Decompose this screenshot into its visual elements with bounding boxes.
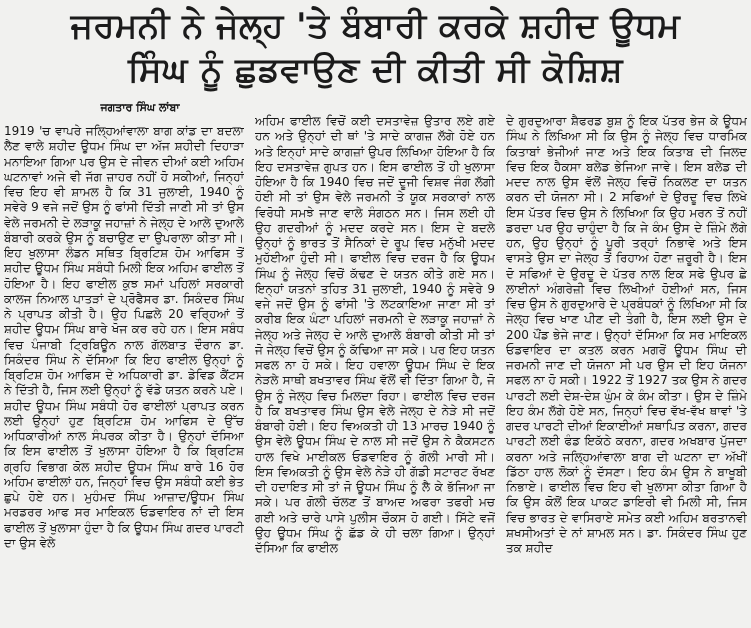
column-3-text: ਦੇ ਗੁਰਦੁਆਰਾ ਸ਼ੈਫਰਡ ਬੁਸ਼ ਨੂੰ ਇਕ ਪੱਤਰ ਭੇਜ ਕੇ ਊਧਮ ਸਿੰਘ ਨੇ ਲਿਖਿਆ ਸੀ ਕਿ ਉਸ ਨੂੰ ਜੇਲ੍ਹ ਵਿਚ ਧਾਰਮਿਕ ਕਿਤਾਬਾਂ ਭੇਜੀਆਂ ਜਾਣ ਅਤੇ ਇਕ ਕਿਤਾਬ ਦੀ ਜਿਲਦ ਵਿਚ ਇਕ ਹੈਕਸਾ ਬਲੇਡ ਭੇਜਿਆ ਜਾਵੇ। ਇਸ ਬਲੇਡ ਦੀ ਮਦਦ ਨਾਲ ਉਸ ਵੱਲੋਂ ਜੇਲ੍ਹ ਵਿਚੋਂ ਨਿਕਲਣ ਦਾ ਯਤਨ ਕਰਨ ਦੀ ਯੋਜਨਾ ਸੀ। 2 ਸਫਿਆਂ ਦੇ ਉਰਦੂ ਵਿਚ ਲਿਖੇ ਇਸ ਪੱਤਰ ਵਿਚ ਉਸ ਨੇ ਲਿਖਿਆ ਕਿ ਉਹ ਮਰਨ ਤੋਂ ਨਹੀਂ ਡਰਦਾ ਪਰ ਉਹ ਚਾਹੁੰਦਾ ਹੈ ਕਿ ਜੇ ਕੰਮ ਉਸ ਦੇ ਜ਼ਿੰਮੇ ਲੱਗੇ ਹਨ, ਉਹ ਉਨ੍ਹਾਂ ਨੂੰ ਪੂਰੀ ਤਰ੍ਹਾਂ ਨਿਭਾਵੇ ਅਤੇ ਇਸ ਵਾਸਤੇ ਉਸ ਦਾ ਜੇਲ੍ਹ ਤੋਂ ਰਿਹਾਅ ਹੋਣਾ ਜ਼ਰੂਰੀ ਹੈ। ਇਸ ਦੋ ਸਫਿਆਂ ਦੇ ਉਰਦੂ ਦੇ ਪੱਤਰ ਨਾਲ ਇਕ ਸਫੇ ਉਪਰ ਛੇ ਲਾਈਨਾਂ ਅੰਗਰੇਜ਼ੀ ਵਿਚ ਲਿਖੀਆਂ ਹੋਈਆਂ ਸਨ, ਜਿਸ ਵਿਚ ਉਸ ਨੇ ਗੁਰਦੁਆਰੇ ਦੇ ਪ੍ਰਬੰਧਕਾਂ ਨੂੰ ਲਿਖਿਆ ਸੀ ਕਿ ਜੇਲ੍ਹ ਵਿਚ ਖਾਣ ਪੀਣ ਦੀ ਤੰਗੀ ਹੈ, ਇਸ ਲਈ ਉਸ ਦੇ 200 ਪੌਂਡ ਭੇਜੇ ਜਾਣ। ਉਨ੍ਹਾਂ ਦੱਸਿਆ ਕਿ ਸਰ ਮਾਇਕਲ ਓਡਵਾਇਰ ਦਾ ਕਤਲ ਕਰਨ ਮਗਰੋਂ ਊਧਮ ਸਿੰਘ ਦੀ ਜਰਮਨੀ ਜਾਣ ਦੀ ਯੋਜਨਾ ਸੀ ਪਰ ਉਸ ਦੀ ਇਹ ਯੋਜਨਾ ਸਫਲ ਨਾ ਹੋ ਸਕੀ। 1922 ਤੋਂ 1927 ਤਕ ਉਸ ਨੇ ਗਦਰ ਪਾਰਟੀ ਲਈ ਦੇਸ਼-ਦੇਸ਼ ਘੁੰਮ ਕੇ ਕੰਮ ਕੀਤਾ। ਉਸ ਦੇ ਜ਼ਿੰਮੇ ਇਹ ਕੰਮ ਲੱਗੇ ਹੋਏ ਸਨ, ਜਿਨ੍ਹਾਂ ਵਿਚ ਵੱਖ-ਵੱਖ ਥਾਵਾਂ 'ਤੇ ਗਦਰ ਪਾਰਟੀ ਦੀਆਂ ਇਕਾਈਆਂ ਸਥਾਪਿਤ ਕਰਨਾ, ਗਦਰ ਪਾਰਟੀ ਲਈ ਫੰਡ ਇਕੱਠੇ ਕਰਨਾ, ਗਦਰ ਅਖਬਾਰ ਪੁੱਜਦਾ ਕਰਨਾ ਅਤੇ ਜਲ੍ਹਿਆਂਵਾਲਾ ਬਾਗ ਦੀ ਘਟਨਾ ਦਾ ਅੱਖੀਂ ਡਿੱਠਾ ਹਾਲ ਲੋਕਾਂ ਨੂੰ ਦੱਸਣਾ। ਇਹ ਕੰਮ ਉਸ ਨੇ ਬਾਖੂਬੀ ਨਿਭਾਏ। ਫਾਈਲ ਵਿਚ ਇਹ ਵੀ ਖੁਲਾਸਾ ਕੀਤਾ ਗਿਆ ਹੈ ਕਿ ਉਸ ਕੋਲੋਂ ਇਕ ਪਾਕਟ ਡਾਇਰੀ ਵੀ ਮਿਲੀ ਸੀ, ਜਿਸ ਵਿਚ ਭਾਰਤ ਦੇ ਵਾਸਿਰਾਏ ਸਮੇਤ ਕਈ ਅਹਿਮ ਬਰਤਾਨਵੀ ਸ਼ਖਸੀਅਤਾਂ ਦੇ ਨਾਂ ਸ਼ਾਮਲ ਸਨ। ਡਾ. ਸਿਕੰਦਰ ਸਿੰਘ ਹੁਣ ਤਕ ਸ਼ਹੀਦ <box>506 114 747 555</box>
headline-line-1: ਜਰਮਨੀ ਨੇ ਜੇਲ੍ਹ 'ਤੇ ਬੰਬਾਰੀ ਕਰਕੇ ਸ਼ਹੀਦ ਊਧਮ <box>70 6 681 46</box>
byline: ਜਗਤਾਰ ਸਿੰਘ ਲਾਂਬਾ <box>100 101 180 114</box>
article-column-1 <box>4 124 244 626</box>
column-1-text: 1919 'ਚ ਵਾਪਰੇ ਜਲ੍ਹਿਆਂਵਾਲਾ ਬਾਗ ਕਾਂਡ ਦਾ ਬਦਲਾ ਲੈਣ ਵਾਲੇ ਸ਼ਹੀਦ ਊਧਮ ਸਿੰਘ ਦਾ ਅੱਜ ਸ਼ਹੀਦੀ ਦਿਹਾੜਾ ਮਨਾਇਆ ਗਿਆ ਪਰ ਉਸ ਦੇ ਜੀਵਨ ਦੀਆਂ ਕਈ ਅਹਿਮ ਘਟਨਾਵਾਂ ਅਜੇ ਵੀ ਜੱਗ ਜ਼ਾਹਰ ਨਹੀਂ ਹੋ ਸਕੀਆਂ, ਜਿਨ੍ਹਾਂ ਵਿਚ ਇਹ ਵੀ ਸ਼ਾਮਲ ਹੈ ਕਿ 31 ਜੁਲਾਈ, 1940 ਨੂੰ ਸਵੇਰੇ 9 ਵਜੇ ਜਦੋਂ ਉਸ ਨੂੰ ਫਾਂਸੀ ਦਿੱਤੀ ਜਾਣੀ ਸੀ ਤਾਂ ਉਸ ਵੇਲੇ ਜਰਮਨੀ ਦੇ ਲੜਾਕੂ ਜਹਾਜ਼ਾਂ ਨੇ ਜੇਲ੍ਹ ਦੇ ਆਲੇ ਦੁਆਲੇ ਬੰਬਾਰੀ ਕਰਕੇ ਉਸ ਨੂੰ ਬਚਾਉਣ ਦਾ ਉਪਰਾਲਾ ਕੀਤਾ ਸੀ। ਇਹ ਖੁਲਾਸਾ ਲੰਡਨ ਸਥਿਤ ਬ੍ਰਿਟਿਸ਼ ਹੋਮ ਆਫਿਸ ਤੋਂ ਸ਼ਹੀਦ ਊਧਮ ਸਿੰਘ ਸਬੰਧੀ ਮਿਲੀ ਇਕ ਅਹਿਮ ਫਾਈਲ ਤੋਂ ਹੋਇਆ ਹੈ। ਇਹ ਫਾਈਲ ਕੁਝ ਸਮਾਂ ਪਹਿਲਾਂ ਸਰਕਾਰੀ ਕਾਲਜ ਨਿਆਲ ਪਾਤੜਾਂ ਦੇ ਪ੍ਰੋਫੈਸਰ ਡਾ. ਸਿਕੰਦਰ ਸਿੰਘ ਨੇ ਪ੍ਰਾਪਤ ਕੀਤੀ ਹੈ। ਉਹ ਪਿਛਲੇ 20 ਵਰ੍ਹਿਆਂ ਤੋਂ ਸ਼ਹੀਦ ਊਧਮ ਸਿੰਘ ਬਾਰੇ ਖੋਜ ਕਰ ਰਹੇ ਹਨ। ਇਸ ਸਬੰਧ ਵਿਚ ਪੰਜਾਬੀ ਟ੍ਰਿਬਿਊਨ ਨਾਲ ਗੱਲਬਾਤ ਦੌਰਾਨ ਡਾ. ਸਿਕੰਦਰ ਸਿੰਘ ਨੇ ਦੱਸਿਆ ਕਿ ਇਹ ਫਾਈਲ ਉਨ੍ਹਾਂ ਨੂੰ ਬ੍ਰਿਟਿਸ਼ ਹੋਮ ਆਫਿਸ ਦੇ ਅਧਿਕਾਰੀ ਡਾ. ਡੇਵਿਡ ਕੈਂਟਸ ਨੇ ਦਿੱਤੀ ਹੈ, ਜਿਸ ਲਈ ਉਨ੍ਹਾਂ ਨੂੰ ਵੱਡੇ ਯਤਨ ਕਰਨੇ ਪਏ। ਸ਼ਹੀਦ ਊਧਮ ਸਿੰਘ ਸਬੰਧੀ ਹੋਰ ਫਾਈਲਾਂ ਪ੍ਰਾਪਤ ਕਰਨ ਲਈ ਉਨ੍ਹਾਂ ਹੁਣ ਬ੍ਰਿਟਿਸ਼ ਹੋਮ ਆਫਿਸ ਦੇ ਉੱਚ ਅਧਿਕਾਰੀਆਂ ਨਾਲ ਸੰਪਰਕ ਕੀਤਾ ਹੈ। ਉਨ੍ਹਾਂ ਦੱਸਿਆ ਕਿ ਇਸ ਫਾਈਲ ਤੋਂ ਖੁਲਾਸਾ ਹੋਇਆ ਹੈ ਕਿ ਬ੍ਰਿਟਿਸ਼ ਗ੍ਰਹਿ ਵਿਭਾਗ ਕੋਲ ਸ਼ਹੀਦ ਊਧਮ ਸਿੰਘ ਬਾਰੇ 16 ਹੋਰ ਅਹਿਮ ਫਾਈਲਾਂ ਹਨ, ਜਿਨ੍ਹਾਂ ਵਿਚ ਉਸ ਸਬੰਧੀ ਕਈ ਭੇਤ ਛੁਪੇ ਹੋਏ ਹਨ। ਮੁਹੰਮਦ ਸਿੰਘ ਆਜ਼ਾਦ/ਊਧਮ ਸਿੰਘ ਮਰਡਰਰ ਆਫ ਸਰ ਮਾਇਕਲ ਓਡਵਾਇਰ ਨਾਂ ਦੀ ਇਸ ਫਾਈਲ ਤੋਂ ਖੁਲਾਸਾ ਹੁੰਦਾ ਹੈ ਕਿ ਊਧਮ ਸਿੰਘ ਗਦਰ ਪਾਰਟੀ ਦਾ ਉਸ ਵੇਲੇ <box>4 124 244 550</box>
column-2-text: ਅਹਿਮ ਫਾਈਲ ਵਿਚੋਂ ਕਈ ਦਸਤਾਵੇਜ਼ ਉਤਾਰ ਲਏ ਗਏ ਹਨ ਅਤੇ ਉਨ੍ਹਾਂ ਦੀ ਥਾਂ 'ਤੇ ਸਾਦੇ ਕਾਗਜ਼ ਲੱਗੇ ਹੋਏ ਹਨ ਅਤੇ ਇਨ੍ਹਾਂ ਸਾਦੇ ਕਾਗਜ਼ਾਂ ਉਪਰ ਲਿਖਿਆ ਹੋਇਆ ਹੈ ਕਿ ਇਹ ਦਸਤਾਵੇਜ਼ ਗੁਪਤ ਹਨ। ਇਸ ਫਾਈਲ ਤੋਂ ਹੀ ਖੁਲਾਸਾ ਹੋਇਆ ਹੈ ਕਿ 1940 ਵਿਚ ਜਦੋਂ ਦੂਜੀ ਵਿਸ਼ਵ ਜੰਗ ਲੱਗੀ ਹੋਈ ਸੀ ਤਾਂ ਉਸ ਵੇਲੇ ਜਰਮਨੀ ਤੇ ਯੂਕ ਸਰਕਾਰਾਂ ਨਾਲ ਵਿਰੋਧੀ ਸਮਝੇ ਜਾਣ ਵਾਲੇ ਸੰਗਠਨ ਸਨ। ਜਿਸ ਲਈ ਹੀ ਉਹ ਗਦਰੀਆਂ ਨੂੰ ਮਦਦ ਕਰਦੇ ਸਨ। ਇਸ ਦੇ ਬਦਲੇ ਉਨ੍ਹਾਂ ਨੂੰ ਭਾਰਤ ਤੋਂ ਸੈਨਿਕਾਂ ਦੇ ਰੂਪ ਵਿਚ ਮਨੁੱਖੀ ਮਦਦ ਮੁਹੱਈਆ ਹੁੰਦੀ ਸੀ। ਫਾਈਲ ਵਿਚ ਦਰਜ ਹੈ ਕਿ ਊਧਮ ਸਿੰਘ ਨੂੰ ਜੇਲ੍ਹ ਵਿਚੋਂ ਕੱਢਣ ਦੇ ਯਤਨ ਕੀਤੇ ਗਏ ਸਨ। ਇਨ੍ਹਾਂ ਯਤਨਾਂ ਤਹਿਤ 31 ਜੁਲਾਈ, 1940 ਨੂੰ ਸਵੇਰੇ 9 ਵਜੇ ਜਦੋਂ ਉਸ ਨੂੰ ਫਾਂਸੀ 'ਤੇ ਲਟਕਾਇਆ ਜਾਣਾ ਸੀ ਤਾਂ ਕਰੀਬ ਇਕ ਘੰਟਾ ਪਹਿਲਾਂ ਜਰਮਨੀ ਦੇ ਲੜਾਕੂ ਜਹਾਜ਼ਾਂ ਨੇ ਜੇਲ੍ਹ ਅਤੇ ਜੇਲ੍ਹ ਦੇ ਆਲੇ ਦੁਆਲੇ ਬੰਬਾਰੀ ਕੀਤੀ ਸੀ ਤਾਂ ਜੋ ਜੇਲ੍ਹ ਵਿਚੋਂ ਉਸ ਨੂੰ ਕੱਢਿਆ ਜਾ ਸਕੇ। ਪਰ ਇਹ ਯਤਨ ਸਫਲ ਨਾ ਹੋ ਸਕੇ। ਇਹ ਹਵਾਲਾ ਊਧਮ ਸਿੰਘ ਦੇ ਇਕ ਨੇੜਲੇ ਸਾਥੀ ਬਖਤਾਵਰ ਸਿੰਘ ਵੱਲੋਂ ਵੀ ਦਿੱਤਾ ਗਿਆ ਹੈ, ਜੋ ਉਸ ਨੂੰ ਜੇਲ੍ਹ ਵਿਚ ਮਿਲਦਾ ਰਿਹਾ। ਫਾਈਲ ਵਿਚ ਦਰਜ ਹੈ ਕਿ ਬਖਤਾਵਰ ਸਿੰਘ ਉਸ ਵੇਲੇ ਜੇਲ੍ਹ ਦੇ ਨੇੜੇ ਸੀ ਜਦੋਂ ਬੰਬਾਰੀ ਹੋਈ। ਇਹ ਵਿਅਕਤੀ ਹੀ 13 ਮਾਰਚ 1940 ਨੂੰ ਉਸ ਵੇਲੇ ਊਧਮ ਸਿੰਘ ਦੇ ਨਾਲ ਸੀ ਜਦੋਂ ਉਸ ਨੇ ਕੈਕਸਟਨ ਹਾਲ ਵਿਖੇ ਮਾਈਕਲ ਓਡਵਾਇਰ ਨੂੰ ਗੋਲੀ ਮਾਰੀ ਸੀ। ਇਸ ਵਿਅਕਤੀ ਨੂੰ ਉਸ ਵੇਲੇ ਨੇੜੇ ਹੀ ਗੱਡੀ ਸਟਾਰਟ ਰੱਖਣ ਦੀ ਹਦਾਇਤ ਸੀ ਤਾਂ ਜੋ ਊਧਮ ਸਿੰਘ ਨੂੰ ਲੈ ਕੇ ਭੱਜਿਆ ਜਾ ਸਕੇ। ਪਰ ਗੋਲੀ ਚੱਲਣ ਤੋਂ ਬਾਅਦ ਅਫਰਾ ਤਫਰੀ ਮਚ ਗਈ ਅਤੇ ਚਾਰੇ ਪਾਸੇ ਪੁਲੀਸ ਚੌਕਸ ਹੋ ਗਈ। ਸਿੱਟੇ ਵਜੋਂ ਉਹ ਊਧਮ ਸਿੰਘ ਨੂੰ ਛੱਡ ਕੇ ਹੀ ਚਲਾ ਗਿਆ। ਉਨ੍ਹਾਂ ਦੱਸਿਆ ਕਿ ਫਾਈਲ <box>255 114 495 555</box>
headline <box>0 4 751 92</box>
article-column-3 <box>506 114 747 626</box>
headline-line-2: ਸਿੰਘ ਨੂੰ ਛੁਡਵਾਉਣ ਦੀ ਕੀਤੀ ਸੀ ਕੋਸ਼ਿਸ਼ <box>127 50 624 90</box>
article-column-2 <box>255 114 495 626</box>
